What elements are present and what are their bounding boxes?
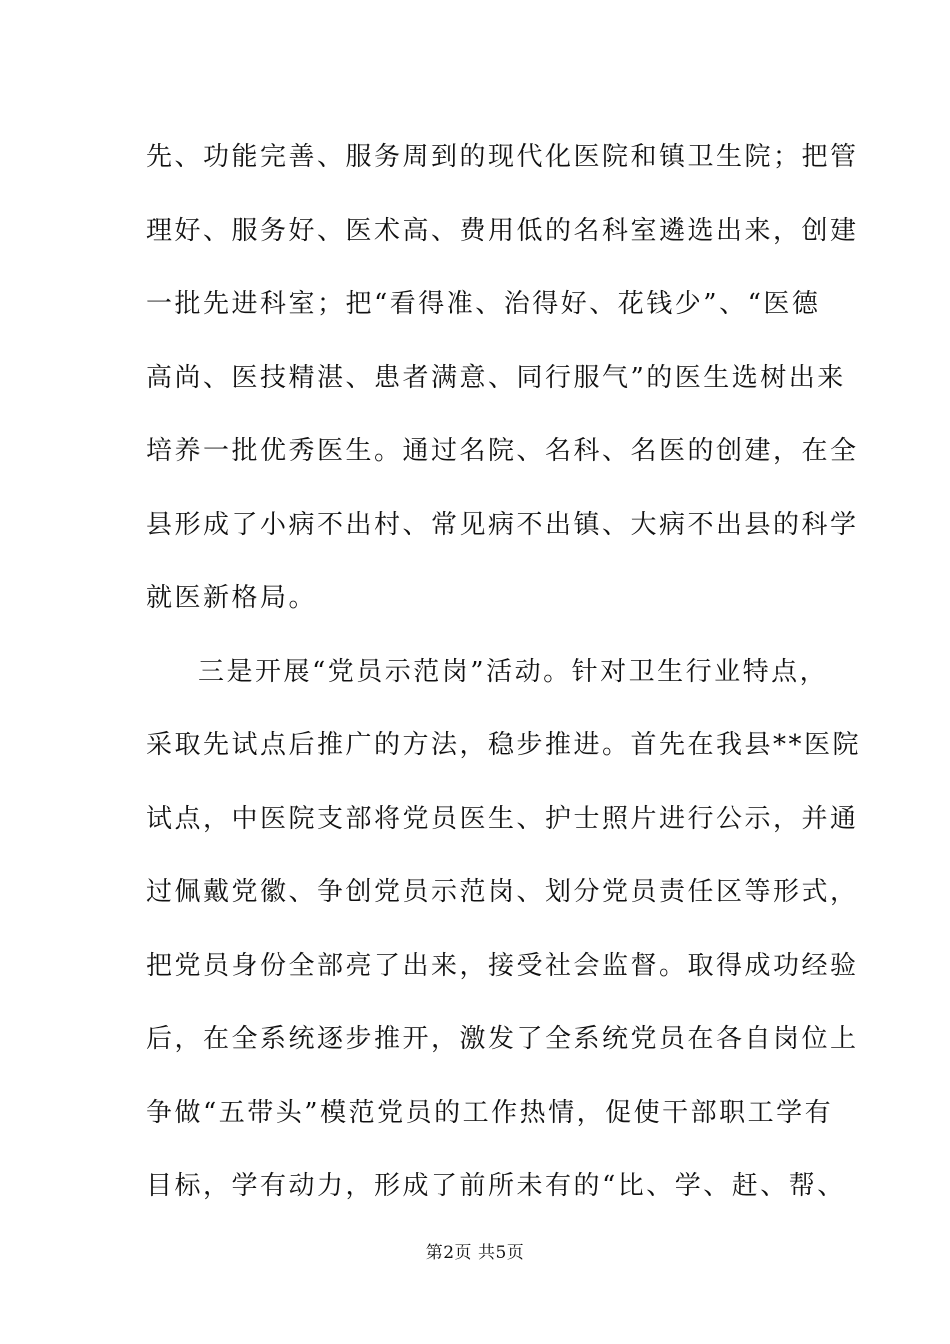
text-line: 县形成了小病不出村、常见病不出镇、大病不出县的科学: [146, 509, 859, 540]
text-line: 高尚、医技精湛、患者满意、同行服气”的医生选树出来: [146, 362, 846, 393]
text-line: 后，在全系统逐步推开，激发了全系统党员在各自岗位上: [146, 1024, 859, 1054]
text-line: 争做“五带头”模范党员的工作热情，促使干部职工学有: [146, 1097, 834, 1128]
page-footer: 第2页 共5页: [425, 1243, 525, 1263]
text-line: 试点，中医院支部将党员医生、护士照片进行公示，并通: [146, 803, 859, 834]
text-line: 把党员身份全部亮了出来，接受社会监督。取得成功经验: [146, 950, 859, 981]
text-line: 目标，学有动力，形成了前所未有的“比、学、赶、帮、: [146, 1171, 846, 1201]
text-line: 三是开展“党员示范岗”活动。针对卫生行业特点，: [198, 656, 829, 687]
text-line: 过佩戴党徽、争创党员示范岗、划分党员责任区等形式，: [146, 877, 859, 907]
text-line: 培养一批优秀医生。通过名院、名科、名医的创建，在全: [146, 436, 859, 466]
text-line: 一批先进科室；把“看得准、治得好、花钱少”、“医德: [146, 289, 821, 319]
text-line: 先、功能完善、服务周到的现代化医院和镇卫生院；把管: [146, 142, 859, 172]
text-line: 就医新格局。: [146, 583, 318, 613]
text-line: 采取先试点后推广的方法，稳步推进。首先在我县**医院: [146, 730, 862, 760]
text-line: 理好、服务好、医术高、费用低的名科室遴选出来，创建: [146, 215, 859, 246]
body-text: [146, 130, 862, 1233]
